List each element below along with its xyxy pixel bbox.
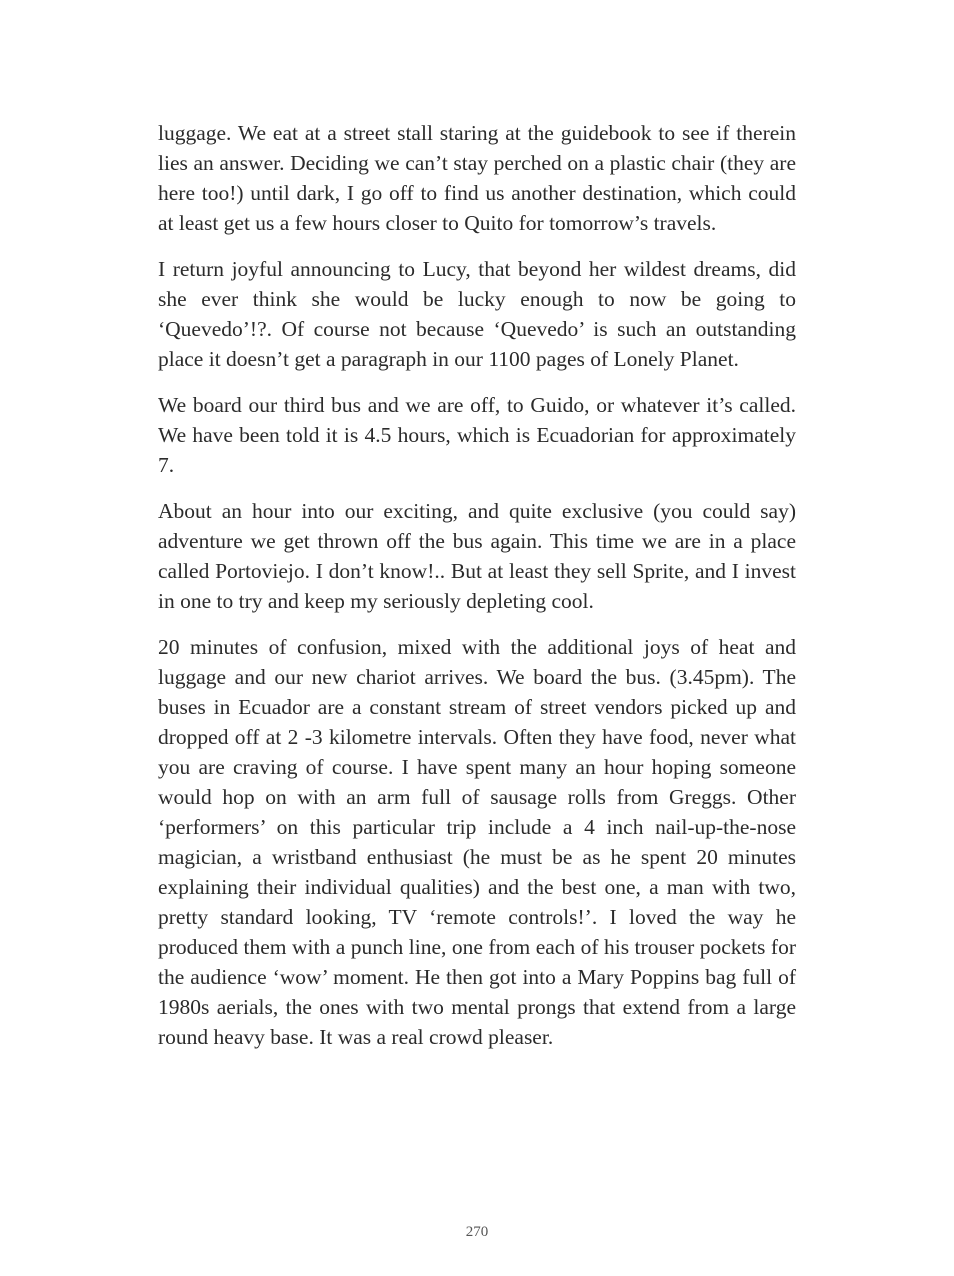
paragraph: We board our third bus and we are off, to Guido, or whatever it’s called. We have been told it is 4.5 hours, which is Ecuadorian for approximately 7.: [158, 393, 796, 477]
body-text: [158, 118, 796, 1068]
paragraph: luggage. We eat at a street stall staring at the guidebook to see if therein lies an answer. Deciding we can’t stay perched on a plastic chair (they are here too!) until dark, I go off to find us another destination, which could at least get us a few hours closer to Quito for tomorrow’s travels.: [158, 121, 796, 235]
page-number: 270: [465, 1224, 489, 1240]
paragraph: I return joyful announcing to Lucy, that beyond her wildest dreams, did she ever think she would be lucky enough to now be going to ‘Quevedo’!?. Of course not because ‘Quevedo’ is such an outstanding place it doesn’t get a paragraph in our 1100 pages of Lonely Planet.: [158, 257, 796, 371]
paragraph: 20 minutes of confusion, mixed with the additional joys of heat and luggage and our new chariot arrives. We board the bus. (3.45pm). The buses in Ecuador are a constant stream of street vendors picked up and dropped off at 2 -3 kilometre intervals. Often they have food, never what you are craving of course. I have spent many an hour hoping someone would hop on with an arm full of sausage rolls from Greggs. Other ‘performers’ on this particular trip include a 4 inch nail-up-the-nose magician, a wristband enthusiast (he must be as he spent 20 minutes explaining their individual qualities) and the best one, a man with two, pretty standard looking, TV ‘remote controls!’. I loved the way he produced them with a punch line, one from each of his trouser pockets for the audience ‘wow’ moment. He then got into a Mary Poppins bag full of 1980s aerials, the ones with two mental prongs that extend from a large round heavy base. It was a real crowd pleaser.: [158, 635, 796, 1049]
paragraph: About an hour into our exciting, and quite exclusive (you could say) adventure we get thrown off the bus again. This time we are in a place called Portoviejo. I don’t know!.. But at least they sell Sprite, and I invest in one to try and keep my seriously depleting cool.: [158, 499, 796, 613]
